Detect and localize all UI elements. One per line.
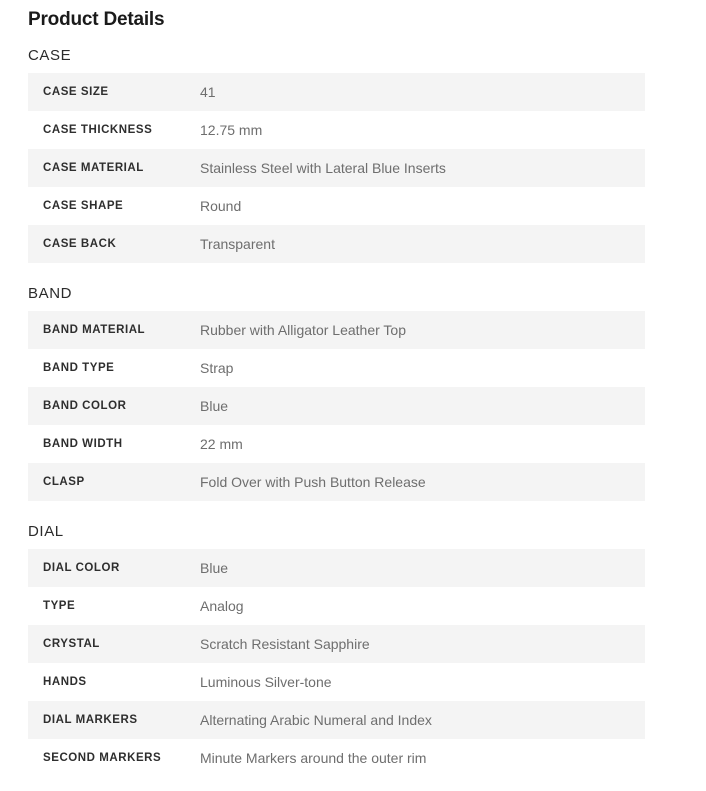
spec-table-dial [28, 549, 645, 777]
section-heading-band: BAND [28, 285, 73, 302]
spec-key: CASE THICKNESS [43, 124, 153, 136]
spec-key: SECOND MARKERS [43, 752, 162, 764]
spec-key: BAND COLOR [43, 400, 127, 412]
spec-value: 12.75 mm [200, 122, 263, 138]
table-row [28, 625, 645, 663]
spec-key: DIAL MARKERS [43, 714, 138, 726]
spec-key: CASE BACK [43, 238, 117, 250]
table-row [28, 463, 645, 501]
table-row [28, 663, 645, 701]
table-row [28, 187, 645, 225]
table-row [28, 349, 645, 387]
spec-value: 22 mm [200, 436, 243, 452]
section-case [0, 47, 706, 263]
spec-value: Blue [200, 398, 229, 414]
table-row [28, 425, 645, 463]
table-row [28, 111, 645, 149]
spec-value: Stainless Steel with Lateral Blue Inserts [200, 160, 446, 176]
spec-key: DIAL COLOR [43, 562, 120, 574]
spec-key: BAND MATERIAL [43, 324, 146, 336]
spec-key: CRYSTAL [43, 638, 100, 650]
spec-key: CLASP [43, 476, 85, 488]
spec-table-case [28, 73, 645, 263]
table-row [28, 587, 645, 625]
spec-value: Scratch Resistant Sapphire [200, 636, 370, 652]
section-dial [0, 523, 706, 777]
spec-value: Analog [200, 598, 244, 614]
spec-value: 41 [200, 84, 216, 100]
section-heading-case: CASE [28, 47, 72, 64]
table-row [28, 225, 645, 263]
spec-table-band [28, 311, 645, 501]
table-row [28, 311, 645, 349]
spec-value: Rubber with Alligator Leather Top [200, 322, 406, 338]
table-row [28, 701, 645, 739]
spec-value: Blue [200, 560, 229, 576]
table-row [28, 73, 645, 111]
table-row [28, 149, 645, 187]
spec-key: BAND WIDTH [43, 438, 123, 450]
spec-value: Transparent [200, 236, 275, 252]
table-row [28, 387, 645, 425]
section-band [0, 285, 706, 501]
spec-value: Luminous Silver-tone [200, 674, 332, 690]
spec-value: Round [200, 198, 242, 214]
spec-key: CASE SHAPE [43, 200, 124, 212]
spec-key: CASE MATERIAL [43, 162, 144, 174]
spec-key: TYPE [43, 600, 76, 612]
spec-value: Minute Markers around the outer rim [200, 750, 427, 766]
table-row [28, 549, 645, 587]
spec-value: Strap [200, 360, 234, 376]
section-heading-dial: DIAL [28, 523, 64, 540]
spec-key: HANDS [43, 676, 87, 688]
table-row [28, 739, 645, 777]
spec-value: Fold Over with Push Button Release [200, 474, 426, 490]
spec-key: CASE SIZE [43, 86, 109, 98]
spec-key: BAND TYPE [43, 362, 115, 374]
spec-value: Alternating Arabic Numeral and Index [200, 712, 432, 728]
page-title: Product Details [28, 9, 165, 30]
